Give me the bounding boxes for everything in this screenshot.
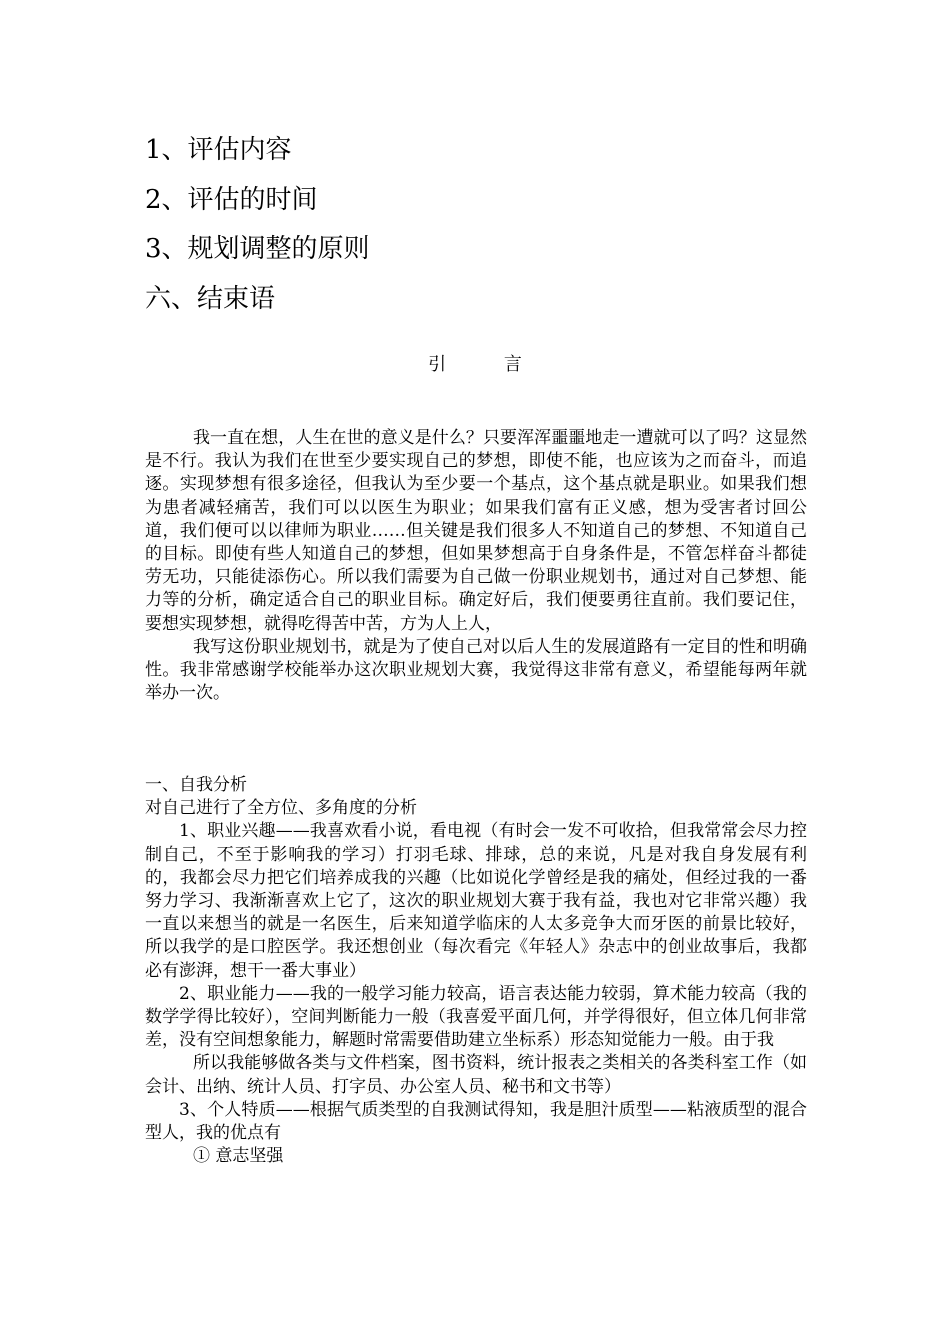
intro-title: 引 言 <box>428 354 548 375</box>
intro-paragraph-2: 我写这份职业规划书，就是为了使自己对以后人生的发展道路有一定目的性和明确性。我非常感谢学校能举办这次职业规划大赛，我觉得这非常有意义，希望能每两年就举办一次。 <box>145 636 807 704</box>
toc-item-evaluation-content[interactable]: 1、评估内容 <box>145 135 292 165</box>
section-subheading: 对自己进行了全方位、多角度的分析 <box>145 798 417 819</box>
paragraph-personal-traits: 3、个人特质——根据气质类型的自我测试得知，我是胆汁质型——粘液质型的混合型人，我的优点有 <box>145 1099 807 1144</box>
toc-item-adjustment-principles[interactable]: 3、规划调整的原则 <box>145 234 370 264</box>
paragraph-suitable-jobs: 所以我能够做各类与文件档案，图书资料，统计报表之类相关的各类科室工作（如会计、出纳、统计人员、打字员、办公室人员、秘书和文书等） <box>145 1053 807 1097</box>
toc-item-evaluation-time[interactable]: 2、评估的时间 <box>145 185 318 215</box>
toc-item-conclusion[interactable]: 六、结束语 <box>145 284 276 314</box>
self-analysis-section <box>145 774 807 1168</box>
intro-section <box>145 427 807 705</box>
paragraph-career-ability: 2、职业能力——我的一般学习能力较高，语言表达能力较弱，算术能力较高（我的数学学得比较好），空间判断能力一般（我喜爱平面几何，并学得很好，但立体几何非常差，没有空间想象能力，解题时常需要借助建立坐标系）形态知觉能力一般。由于我 <box>145 983 807 1051</box>
intro-paragraph-1: 我一直在想，人生在世的意义是什么？只要浑浑噩噩地走一遭就可以了吗？这显然是不行。我认为我们在世至少要实现自己的梦想，即使不能，也应该为之而奋斗，而追逐。实现梦想有很多途径，但我认为至少要一个基点，这个基点就是职业。如果我们想为患者减轻痛苦，我们可以以医生为职业；如果我们富有正义感，想为受害者讨回公道，我们便可以以律师为职业……但关键是我们很多人不知道自己的梦想、不知道自己的目标。即使有些人知道自己的梦想，但如果梦想高于自身条件是，不管怎样奋斗都徒劳无功，只能徒添伤心。所以我们需要为自己做一份职业规划书，通过对自己梦想、能力等的分析，确定适合自己的职业目标。确定好后，我们便要勇往直前。我们要记住，要想实现梦想，就得吃得苦中苦，方为人上人， <box>145 428 807 634</box>
list-item-strong-will: ① 意志坚强 <box>193 1146 284 1167</box>
section-heading-self-analysis: 一、自我分析 <box>145 775 247 795</box>
paragraph-career-interest: 1、职业兴趣——我喜欢看小说，看电视（有时会一发不可收拾，但我常常会尽力控制自己，不至于影响我的学习）打羽毛球、排球，总的来说，凡是对我自身发展有利的，我都会尽力把它们培养成我的兴趣（比如说化学曾经是我的痛处，但经过我的一番努力学习、我渐渐喜欢上它了，这次的职业规划大赛于我有益，我也对它非常兴趣）我一直以来想当的就是一名医生，后来知道学临床的人太多竞争大而牙医的前景比较好，所以我学的是口腔医学。我还想创业（每次看完《年轻人》杂志中的创业故事后，我都必有澎湃，想干一番大事业） <box>145 821 807 981</box>
